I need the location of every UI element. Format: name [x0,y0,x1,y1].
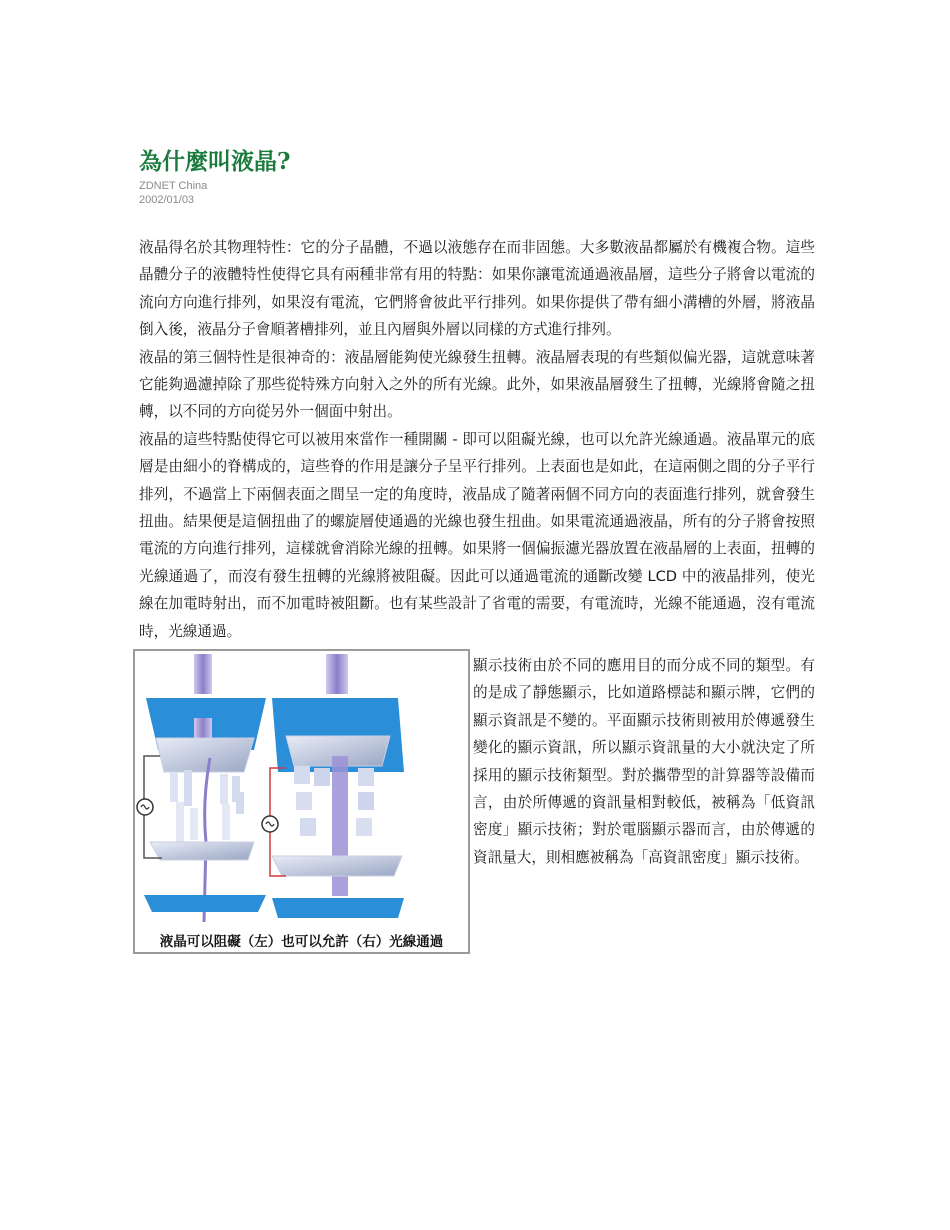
incoming-beam-left [194,654,212,694]
article-body [139,234,815,645]
article-title: 為什麼叫液晶? [139,148,291,175]
right-cell [262,654,404,918]
figure-caption: 液晶可以阻礙（左）也可以允許（右）光線通過 [159,934,444,950]
lcd-diagram [136,652,467,924]
paragraph: 液晶的第三個特性是很神奇的：液晶層能夠使光線發生扭轉。液晶層表現的有些類似偏光器，這就意味著它能夠過濾掉除了那些從特殊方向射入之外的所有光線。此外，如果液晶層發生了扭轉，光線將會隨之扭轉，以不同的方向從另外一個面中射出。 [139,348,815,421]
bottom-polarizer-left [144,895,266,912]
side-text [473,652,815,871]
paragraph: 液晶的這些特點使得它可以被用來當作一種開關 - 即可以阻礙光線，也可以允許光線通過。液晶單元的底層是由細小的脊構成的，這些脊的作用是讓分子呈平行排列。上表面也是如此，在這兩側之間的分子平行排列，不過當上下兩個表面之間呈一定的角度時，液晶成了隨著兩個不同方向的表面進行排列，就會發生扭曲。結果便是這個扭曲了的螺旋層使通過的光線也發生扭曲。如果電流通過液晶，所有的分子將會按照電流的方向進行排列，這樣就會消除光線的扭轉。如果將一個偏振濾光器放置在液晶層的上表面，扭轉的光線通過了，而沒有發生扭轉的光線將被阻礙。因此可以通過電流的通斷改變 LCD 中的液晶排列，使光線在加電時射出，而不加電時被阻斷。也有某些設計了省電的需要，有電流時，光線不能通過，沒有電流時，光線通過。 [139,430,815,640]
bottom-plate-right [272,856,402,876]
bottom-polarizer-right [272,898,404,918]
left-cell [137,654,266,922]
article-source: ZDNET China [139,180,208,192]
incoming-beam-right [326,654,348,694]
bottom-plate-left [150,842,254,860]
paragraph: 顯示技術由於不同的應用目的而分成不同的類型。有的是成了靜態顯示，比如道路標誌和顯示牌，它們的顯示資訊是不變的。平面顯示技術則被用於傳遞發生變化的顯示資訊，所以顯示資訊量的大小就決定了所採用的顯示技術類型。對於攜帶型的計算器等設備而言，由於所傳遞的資訊量相對較低，被稱為「低資訊密度」顯示技術；對於電腦顯示器而言，由於傳遞的資訊量大，則相應被稱為「高資訊密度」顯示技術。 [473,657,815,866]
article-date: 2002/01/03 [139,194,195,206]
top-plate-left [156,738,254,772]
paragraph: 液晶得名於其物理特性：它的分子晶體，不過以液態存在而非固態。大多數液晶都屬於有機複合物。這些晶體分子的液體特性使得它具有兩種非常有用的特點：如果你讓電流通過液晶層，這些分子將會以電流的流向方向進行排列，如果沒有電流，它們將會彼此平行排列。如果你提供了帶有細小溝槽的外層，將液晶倒入後，液晶分子會順著槽排列，並且內層與外層以同樣的方式進行排列。 [139,239,815,339]
lcd-figure [133,649,470,954]
